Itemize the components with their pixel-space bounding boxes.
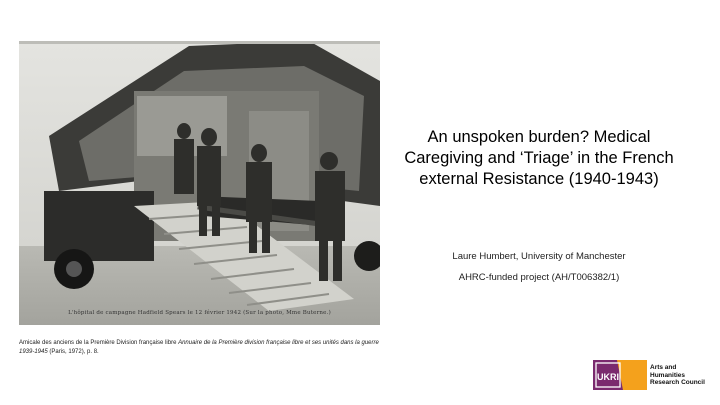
logo-mark-text: UKRI [597,372,619,382]
logo-line-3: Research Council [650,379,705,386]
ahrc-wordmark [650,364,712,387]
logo-line-1: Arts and [650,364,677,371]
image-citation [19,339,379,357]
presentation-title: An unspoken burden? Medical Caregiving and ‘Triage’ in the French external Resistance (1940-1943) [404,128,674,188]
citation-title: Annuaire de la Première division française libre et ses unités dans la guerre 1939-1945 [19,340,379,355]
logo-line-2: Humanities [650,371,686,379]
author-affiliation: Laure Humbert, University of Manchester [452,251,626,262]
ambulance-scene-image [19,41,380,325]
citation-suffix: (Paris, 1972), p. 8. [47,349,99,355]
citation-prefix: Amicale des anciens de la Première Division française libre [19,340,179,346]
ukri-ahrc-logo [593,360,713,390]
historical-photo [19,41,380,325]
funding-note: AHRC-funded project (AH/T006382/1) [458,272,620,283]
photo-caption: L'hôpital de campagne Hadfield Spears le 12 février 1942 (Sur la photo, Mme Buterne.) [68,310,331,316]
ukri-logo-icon [593,360,647,390]
